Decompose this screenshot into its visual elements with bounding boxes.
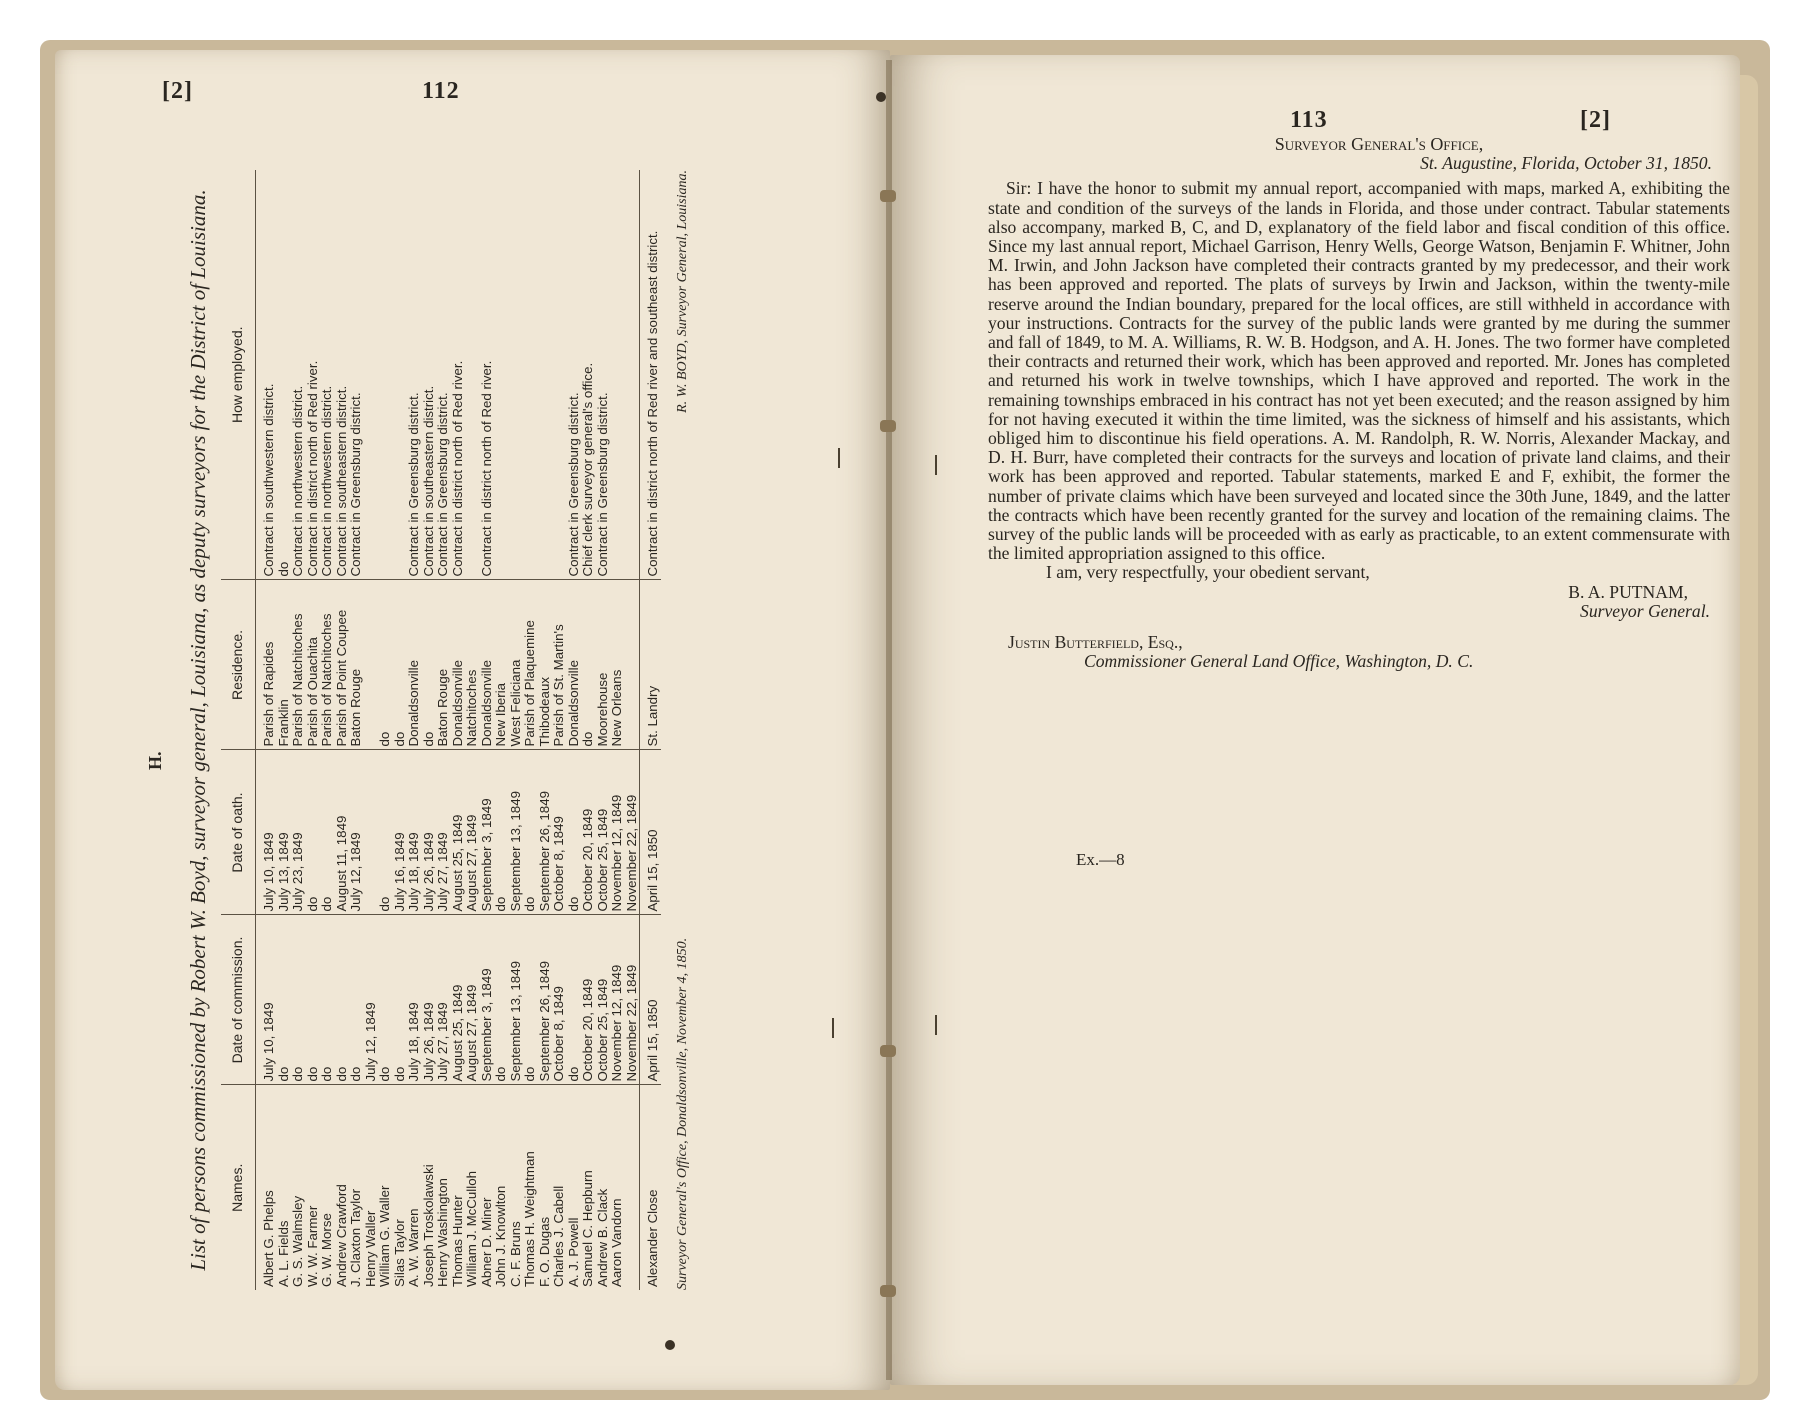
cell-name: Silas Taylor xyxy=(391,1219,407,1287)
cell-commission: July 27, 1849 xyxy=(436,915,451,1085)
cell-employed xyxy=(378,170,393,580)
cell-residence: Donaldsonville xyxy=(480,580,495,750)
cell-commission: do xyxy=(306,915,321,1085)
cell-name: A. J. Powell xyxy=(565,1217,581,1287)
cell-residence: do xyxy=(581,580,596,750)
cell-name: W. W. Farmer xyxy=(304,1205,320,1287)
cell-employed: Contract in district north of Red river and southeast district. xyxy=(640,170,661,580)
cell-employed xyxy=(625,170,640,580)
cell-residence: do xyxy=(378,580,393,750)
cell-commission: do xyxy=(335,915,350,1085)
binding-stitch xyxy=(880,420,896,432)
table-row xyxy=(277,170,292,1290)
cell-employed: Contract in southeastern district. xyxy=(422,170,437,580)
cell-name: Charles J. Cabell xyxy=(551,1185,566,1287)
cell-employed xyxy=(494,170,509,580)
cell-name: William J. McCulloh xyxy=(464,1171,479,1287)
cell-residence: Donaldsonville xyxy=(407,580,422,750)
cell-oath: July 12, 1849 xyxy=(349,750,364,915)
binding-stitch xyxy=(880,1285,896,1297)
cell-oath: do xyxy=(306,750,321,915)
cell-name: Albert G. Phelps xyxy=(261,1190,276,1287)
cell-oath: April 15, 1850 xyxy=(640,750,661,915)
table-row xyxy=(335,170,350,1290)
cell-employed: Chief clerk surveyor general's office. xyxy=(581,170,596,580)
cell-employed: Contract in Greensburg district. xyxy=(407,170,422,580)
cell-employed xyxy=(523,170,538,580)
table-row xyxy=(465,170,480,1290)
cell-oath: September 13, 1849 xyxy=(509,750,524,915)
cell-oath: July 23, 1849 xyxy=(291,750,306,915)
cell-residence: New Orleans xyxy=(610,580,625,750)
table-row xyxy=(596,170,611,1290)
cell-oath: October 8, 1849 xyxy=(552,750,567,915)
cell-oath: November 22, 1849 xyxy=(625,750,640,915)
cell-name: Thomas H. Weightman xyxy=(522,1151,537,1287)
cell-residence: Thibodeaux xyxy=(538,580,553,750)
cell-oath xyxy=(364,750,379,915)
cell-residence: Parish of Natchitoches xyxy=(320,580,335,750)
cell-residence: New Iberia xyxy=(494,580,509,750)
cell-residence: West Feliciana xyxy=(509,580,524,750)
table-row xyxy=(581,170,596,1290)
cell-commission: September 13, 1849 xyxy=(509,915,524,1085)
table-row xyxy=(407,170,422,1290)
cell-commission: July 18, 1849 xyxy=(407,915,422,1085)
cell-employed xyxy=(465,170,480,580)
cell-name: J. Claxton Taylor xyxy=(348,1188,363,1287)
binding-mark xyxy=(838,448,840,468)
hole-mark xyxy=(876,92,886,102)
cell-employed: Contract in Greensburg district. xyxy=(436,170,451,580)
cell-commission: do xyxy=(393,915,408,1085)
cell-residence: Moorehouse xyxy=(596,580,611,750)
cell-name: A. W. Warren xyxy=(406,1208,421,1287)
cell-residence: Baton Rouge xyxy=(349,580,364,750)
table-row xyxy=(523,170,538,1290)
cell-oath: August 11, 1849 xyxy=(335,750,350,915)
cell-commission: do xyxy=(567,915,582,1085)
col-names: Names. xyxy=(221,1085,256,1290)
left-page-number: 112 xyxy=(422,78,460,104)
recipient-title: Commissioner General Land Office, Washington, D. C. xyxy=(1084,651,1474,672)
cell-name: Thomas Hunter xyxy=(449,1195,465,1287)
cell-oath: July 13, 1849 xyxy=(277,750,292,915)
table-row xyxy=(422,170,437,1290)
cell-employed: Contract in Greensburg district. xyxy=(349,170,364,580)
cell-name: Abner D. Miner xyxy=(478,1197,494,1287)
document-number: Ex.—8 xyxy=(1076,850,1125,869)
table-body xyxy=(256,170,661,1290)
cell-oath: October 20, 1849 xyxy=(581,750,596,915)
letter-closing: I am, very respectfully, your obedient servant, xyxy=(1046,562,1370,583)
table-row xyxy=(610,170,625,1290)
cell-commission: September 26, 1849 xyxy=(538,915,553,1085)
cell-residence: Parish of St. Martin's xyxy=(552,580,567,750)
cell-commission: October 8, 1849 xyxy=(552,915,567,1085)
cell-residence: St. Landry xyxy=(640,580,661,750)
col-date-commission: Date of commission. xyxy=(221,915,256,1085)
cell-oath: July 16, 1849 xyxy=(393,750,408,915)
cell-name: Andrew B. Clack xyxy=(594,1188,610,1287)
cell-name: Joseph Troskolawski xyxy=(420,1164,436,1287)
table-row xyxy=(552,170,567,1290)
cell-commission: July 12, 1849 xyxy=(364,915,379,1085)
letter-heading-date: St. Augustine, Florida, October 31, 1850. xyxy=(1420,153,1712,174)
cell-name: A. L. Fields xyxy=(275,1220,291,1287)
letter-heading-office: Surveyor General's Office, xyxy=(1274,134,1484,154)
cell-name: Henry Washington xyxy=(435,1178,450,1287)
table-row xyxy=(538,170,553,1290)
cell-residence: do xyxy=(422,580,437,750)
cell-employed xyxy=(610,170,625,580)
cell-oath: do xyxy=(523,750,538,915)
cell-residence: Parish of Natchitoches xyxy=(291,580,306,750)
cell-name: William G. Waller xyxy=(377,1185,392,1287)
binding-stitch xyxy=(880,1045,896,1057)
cell-name: C. F. Bruns xyxy=(507,1221,523,1287)
cell-commission: August 25, 1849 xyxy=(451,915,466,1085)
cell-employed: Contract in southeastern district. xyxy=(335,170,350,580)
cell-oath: October 25, 1849 xyxy=(596,750,611,915)
cell-residence: Donaldsonville xyxy=(567,580,582,750)
cell-oath: August 25, 1849 xyxy=(451,750,466,915)
cell-name: Alexander Close xyxy=(640,1085,661,1290)
cell-oath: do xyxy=(378,750,393,915)
cell-employed: Contract in northwestern district. xyxy=(291,170,306,580)
cell-oath: November 12, 1849 xyxy=(610,750,625,915)
cell-name: Samuel C. Hepburn xyxy=(580,1170,595,1287)
cell-residence: Franklin xyxy=(277,580,292,750)
table-row xyxy=(436,170,451,1290)
cell-commission: do xyxy=(320,915,335,1085)
cell-oath: July 10, 1849 xyxy=(256,750,277,915)
cell-employed: Contract in district north of Red river. xyxy=(480,170,495,580)
cell-name: Henry Waller xyxy=(362,1210,378,1287)
cell-name xyxy=(625,1085,640,1290)
cell-residence xyxy=(364,580,379,750)
cell-residence: Natchitoches xyxy=(465,580,480,750)
cell-commission: do xyxy=(349,915,364,1085)
cell-residence: Parish of Plaquemine xyxy=(523,580,538,750)
cell-commission: October 20, 1849 xyxy=(581,915,596,1085)
hole-mark xyxy=(665,1340,675,1350)
cell-oath: September 26, 1849 xyxy=(538,750,553,915)
table-row xyxy=(291,170,306,1290)
footer-office: Surveyor General's Office, Donaldsonville, November 4, 1850. xyxy=(674,937,690,1290)
right-page xyxy=(890,55,1740,1385)
cell-employed: Contract in Greensburg district. xyxy=(596,170,611,580)
table-row xyxy=(640,170,661,1290)
signer-title: Surveyor General. xyxy=(1580,600,1710,621)
cell-oath: September 3, 1849 xyxy=(480,750,495,915)
cell-residence: Parish of Rapides xyxy=(256,580,277,750)
binding-mark xyxy=(935,455,937,475)
cell-commission: do xyxy=(523,915,538,1085)
col-date-oath: Date of oath. xyxy=(221,750,256,915)
binding-stitch xyxy=(880,190,896,202)
table-row xyxy=(567,170,582,1290)
cell-oath: do xyxy=(567,750,582,915)
table-row xyxy=(480,170,495,1290)
cell-commission: November 12, 1849 xyxy=(610,915,625,1085)
table-row xyxy=(364,170,379,1290)
cell-commission: do xyxy=(291,915,306,1085)
cell-oath: do xyxy=(320,750,335,915)
cell-name: G. S. Walmsley xyxy=(290,1195,305,1287)
cell-name: F. O. Dugas xyxy=(536,1216,552,1287)
appendix-letter: H. xyxy=(145,751,165,770)
cell-commission: November 22, 1849 xyxy=(625,915,640,1085)
table-footer xyxy=(675,170,691,1290)
right-bracket-number: [2] xyxy=(1580,107,1611,133)
cell-employed: Contract in Greensburg district. xyxy=(567,170,582,580)
cell-residence: Parish of Ouachita xyxy=(306,580,321,750)
cell-commission: October 25, 1849 xyxy=(596,915,611,1085)
cell-commission: July 10, 1849 xyxy=(256,915,277,1085)
cell-commission: August 27, 1849 xyxy=(465,915,480,1085)
footer-signature: R. W. BOYD, Surveyor General, Louisiana. xyxy=(674,170,690,413)
col-employed: How employed. xyxy=(221,170,256,580)
cell-residence: do xyxy=(393,580,408,750)
cell-commission: do xyxy=(378,915,393,1085)
binding-mark xyxy=(935,1015,937,1035)
table-row xyxy=(320,170,335,1290)
cell-oath: do xyxy=(494,750,509,915)
cell-employed: Contract in district north of Red river. xyxy=(451,170,466,580)
cell-commission: July 26, 1849 xyxy=(422,915,437,1085)
table-row xyxy=(393,170,408,1290)
cell-residence: Parish of Point Coupee xyxy=(335,580,350,750)
spine-gutter xyxy=(886,60,892,1380)
cell-commission: September 3, 1849 xyxy=(480,915,495,1085)
cell-name: G. W. Morse xyxy=(319,1213,334,1287)
left-bracket-number: [2] xyxy=(162,78,193,104)
cell-oath: August 27, 1849 xyxy=(465,750,480,915)
cell-oath: July 18, 1849 xyxy=(407,750,422,915)
signer-name: B. A. PUTNAM, xyxy=(1568,581,1688,602)
col-residence: Residence. xyxy=(221,580,256,750)
table-row xyxy=(494,170,509,1290)
binding-mark xyxy=(832,1018,834,1038)
table-row xyxy=(349,170,364,1290)
cell-residence xyxy=(625,580,640,750)
deputy-surveyors-table xyxy=(221,170,661,1290)
table-header-row xyxy=(221,170,256,1290)
rotated-roster xyxy=(145,170,845,1290)
cell-oath: July 27, 1849 xyxy=(436,750,451,915)
table-row xyxy=(451,170,466,1290)
table-title: List of persons commissioned by Robert W. Boyd, surveyor general, Louisiana, as deputy surveyors for the District of Louisiana. xyxy=(186,189,210,1271)
cell-employed: Contract in northwestern district. xyxy=(320,170,335,580)
cell-commission: do xyxy=(277,915,292,1085)
cell-oath: July 26, 1849 xyxy=(422,750,437,915)
cell-employed: Contract in southwestern district. xyxy=(256,170,277,580)
recipient-name: Justin Butterfield, Esq., xyxy=(1008,632,1183,653)
left-page xyxy=(55,50,890,1390)
table-row xyxy=(306,170,321,1290)
cell-name: Andrew Crawford xyxy=(333,1184,349,1287)
cell-employed: do xyxy=(277,170,292,580)
table-row xyxy=(625,170,640,1290)
cell-employed xyxy=(364,170,379,580)
report-letter xyxy=(988,135,1730,671)
right-page-number: 113 xyxy=(1290,107,1328,133)
table-row xyxy=(256,170,277,1290)
cell-employed xyxy=(552,170,567,580)
cell-employed xyxy=(509,170,524,580)
cell-employed xyxy=(393,170,408,580)
letter-body: Sir: I have the honor to submit my annual report, accompanied with maps, marked A, exhibiting the state and condition of the surveys of the lands in Florida, and those under contract. Tabular statements also accompany, marked B, C, and D, explanatory of the field labor and fiscal condition of this office. Since my last annual report, Michael Garrison, Henry Wells, George Watson, Benjamin F. Whitner, John M. Irwin, and John Jackson have completed their contracts granted by my predecessor, and their work has been approved and reported. The plats of surveys by Irwin and Jackson, within the twenty-mile reserve around the Indian boundary, prepared for the local offices, are still withheld in accordance with your instructions. Contracts for the survey of the public lands were granted by me during the summer and fall of 1849, to M. A. Williams, R. W. B. Hodgson, and A. H. Jones. The two former have completed their contracts and returned their work, which has been approved and reported. Mr. Jones has completed and returned his work in twelve townships, which I have approved and reported. The work in the remaining townships embraced in his contract has not yet been executed; and the reason assigned by him for not having executed it within the time limited, was the sickness of himself and his assistants, which obliged him to discontinue his field operations. A. M. Randolph, R. W. Norris, Alexander Mackay, and D. H. Burr, have completed their contracts for the surveys and location of private land claims, and their work has been approved and reported. Tabular statements, marked E and F, exhibit, the former the number of private claims which have been surveyed and located since the 30th June, 1849, and the latter the contracts which have been recently granted for the survey and location of the remaining claims. The survey of the public lands will be proceeded with as early as practicable, to an extent commensurate with the limited appropriation assigned to this office. xyxy=(988,178,1730,564)
cell-residence: Baton Rouge xyxy=(436,580,451,750)
cell-residence: Donaldsonville xyxy=(451,580,466,750)
table-row xyxy=(378,170,393,1290)
cell-name: John J. Knowlton xyxy=(493,1185,508,1287)
cell-commission: April 15, 1850 xyxy=(640,915,661,1085)
cell-name: Aaron Vandorn xyxy=(609,1198,624,1287)
cell-commission: do xyxy=(494,915,509,1085)
cell-employed xyxy=(538,170,553,580)
cell-employed: Contract in district north of Red river. xyxy=(306,170,321,580)
table-row xyxy=(509,170,524,1290)
